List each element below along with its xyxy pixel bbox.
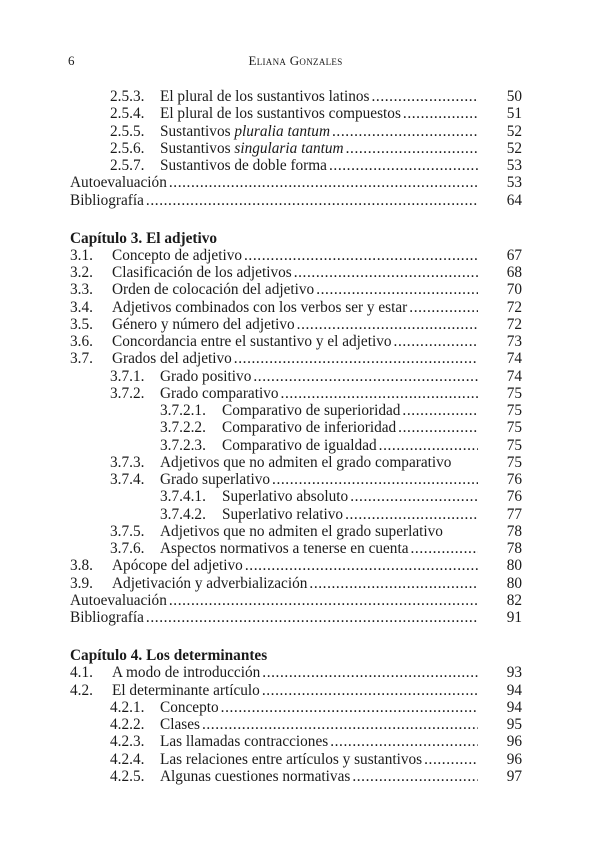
- entry-title-text: Género y número del adjetivo: [112, 315, 295, 333]
- entry-page: 53: [506, 157, 522, 174]
- entry-title-text: Adjetivación y adverbialización: [112, 574, 308, 592]
- entry-title: [222, 506, 343, 523]
- dot-leader: [260, 682, 478, 699]
- entry-number: 2.5.5.: [110, 122, 145, 140]
- entry-title-text: Las relaciones entre artículos y sustantivos: [160, 750, 423, 768]
- entry-number: 2.5.6.: [110, 139, 145, 157]
- entry-title-text: Superlativo relativo: [222, 505, 344, 523]
- toc-entry[interactable]: [70, 192, 522, 209]
- entry-title-text: Autoevaluación: [70, 591, 167, 609]
- toc-entry[interactable]: [70, 716, 522, 733]
- entry-number: 3.7.4.1.: [160, 488, 206, 506]
- entry-page: 50: [506, 88, 522, 105]
- entry-title: [160, 540, 409, 557]
- entry-number: 3.2.: [70, 264, 93, 281]
- entry-title: [160, 157, 327, 174]
- entry-title-text: El plural de los sustantivos compuestos: [160, 105, 401, 123]
- toc-entry[interactable]: [70, 557, 522, 574]
- entry-title-text: Concepto: [160, 698, 219, 716]
- toc-entry[interactable]: [70, 471, 522, 488]
- entry-title: [112, 333, 392, 350]
- entry-number: 2.5.4.: [110, 105, 145, 123]
- toc-entry[interactable]: [70, 264, 522, 281]
- entry-page: 51: [506, 105, 522, 123]
- entry-page: 70: [506, 281, 522, 299]
- entry-number: 3.7.2.2.: [160, 419, 206, 437]
- entry-page: 75: [506, 436, 522, 454]
- entry-title-text: Adjetivos que no admiten el grado superlativo: [160, 522, 443, 540]
- entry-page: 94: [506, 681, 522, 699]
- entry-title-text: Adjetivos que no admiten el grado comparativo: [160, 453, 452, 471]
- entry-title: [112, 316, 295, 333]
- toc-entry[interactable]: [70, 682, 522, 699]
- entry-title: [160, 751, 422, 768]
- dot-leader: [348, 488, 478, 505]
- entry-title-text: Grado superlativo: [160, 471, 271, 488]
- entry-page: 72: [506, 298, 522, 316]
- entry-title: [160, 454, 451, 471]
- toc-entry[interactable]: [70, 299, 522, 316]
- entry-title: [160, 140, 344, 157]
- dot-leader: [144, 609, 478, 626]
- entry-title: [222, 419, 396, 436]
- entry-page: 52: [506, 139, 522, 157]
- dot-leader: [260, 664, 478, 681]
- dot-leader: [451, 454, 478, 471]
- entry-title-text: Comparativo de igualdad: [222, 436, 377, 454]
- entry-number: 3.1.: [70, 246, 93, 264]
- entry-number: 3.7.1.: [110, 367, 145, 385]
- entry-page: 80: [506, 557, 522, 575]
- entry-title-italic: pluralia tantum: [234, 122, 330, 140]
- entry-number: 3.7.4.: [110, 471, 145, 488]
- entry-title: [160, 368, 251, 385]
- entry-page: 80: [506, 574, 522, 592]
- entry-title: [70, 592, 167, 609]
- entry-title: [222, 488, 348, 505]
- entry-title: [222, 402, 400, 419]
- entry-title: [160, 88, 369, 105]
- toc-entry[interactable]: [70, 523, 522, 540]
- dot-leader: [328, 733, 478, 750]
- entry-title: [112, 264, 292, 281]
- entry-title: [112, 350, 232, 367]
- entry-title-text: Sustantivos de doble forma: [160, 157, 327, 174]
- entry-title: [222, 437, 377, 454]
- entry-page: 95: [506, 716, 522, 733]
- entry-page: 96: [506, 733, 522, 751]
- entry-number: 3.8.: [70, 557, 93, 575]
- entry-number: 4.2.3.: [110, 733, 145, 751]
- entry-page: 74: [506, 367, 522, 385]
- dot-leader: [219, 699, 478, 716]
- entry-number: 4.1.: [70, 664, 93, 682]
- entry-number: 3.7.4.2.: [160, 505, 206, 523]
- entry-title-text: A modo de introducción: [112, 664, 261, 682]
- entry-page: 75: [506, 419, 522, 437]
- entry-number: 3.7.: [70, 350, 93, 368]
- entry-title-text: Concepto de adjetivo: [112, 246, 242, 264]
- dot-leader: [401, 105, 478, 122]
- entry-page: 93: [506, 664, 522, 682]
- toc-entry[interactable]: [70, 609, 522, 626]
- entry-number: 2.5.7.: [110, 157, 145, 174]
- toc-entry[interactable]: [70, 174, 522, 191]
- toc-entry[interactable]: [70, 247, 522, 264]
- entry-title-text: Comparativo de inferioridad: [222, 419, 397, 437]
- entry-number: 3.9.: [70, 574, 93, 592]
- entry-title-text: Bibliografía: [70, 609, 144, 626]
- toc-entry[interactable]: [70, 333, 522, 350]
- dot-leader: [327, 157, 478, 174]
- dot-leader: [279, 385, 478, 402]
- chapter-heading: Capítulo 4. Los determinantes: [70, 647, 268, 665]
- entry-title: [112, 664, 260, 681]
- toc-entry[interactable]: [70, 437, 522, 454]
- toc-entry[interactable]: [70, 664, 522, 681]
- toc-entry[interactable]: [70, 385, 522, 402]
- entry-number: 3.7.2.1.: [160, 402, 206, 419]
- entry-title-text: Sustantivos: [160, 139, 235, 157]
- toc-entry[interactable]: [70, 419, 522, 436]
- entry-title-text: Clasificación de los adjetivos: [112, 264, 292, 281]
- entry-title-text: Las llamadas contracciones: [160, 733, 329, 751]
- dot-leader: [242, 247, 478, 264]
- entry-title-text: El plural de los sustantivos latinos: [160, 88, 370, 105]
- entry-page: 76: [506, 471, 522, 488]
- dot-leader: [243, 557, 478, 574]
- entry-title: [112, 281, 314, 298]
- chapter-heading: Capítulo 3. El adjetivo: [70, 229, 218, 247]
- entry-title: [70, 609, 144, 626]
- entry-number: 3.7.2.: [110, 384, 145, 402]
- entry-title-text: Apócope del adjetivo: [112, 557, 243, 575]
- entry-title-text: Grados del adjetivo: [112, 350, 232, 368]
- toc-entry[interactable]: [70, 488, 522, 505]
- toc-entry[interactable]: [70, 281, 522, 298]
- entry-title: [160, 699, 219, 716]
- entry-number: 2.5.3.: [110, 88, 145, 105]
- entry-page: 91: [506, 609, 522, 626]
- toc-entry[interactable]: [70, 157, 522, 174]
- entry-page: 82: [506, 591, 522, 609]
- entry-title: [160, 768, 350, 785]
- entry-page: 64: [506, 191, 522, 209]
- entry-title: [160, 385, 279, 402]
- toc-entry[interactable]: [70, 506, 522, 523]
- entry-title: [160, 523, 443, 540]
- entry-title-text: Grado positivo: [160, 367, 252, 385]
- dot-leader: [232, 350, 478, 367]
- dot-leader: [409, 540, 479, 557]
- entry-title-text: Bibliografía: [70, 191, 144, 209]
- entry-title: [112, 575, 307, 592]
- entry-title-text: Superlativo absoluto: [222, 488, 349, 506]
- entry-page: 96: [506, 750, 522, 768]
- entry-title: [112, 247, 242, 264]
- entry-title-text: Autoevaluación: [70, 174, 167, 192]
- toc-entry[interactable]: [70, 575, 522, 592]
- toc-entry[interactable]: [70, 350, 522, 367]
- dot-leader: [314, 281, 478, 298]
- dot-leader: [400, 402, 478, 419]
- entry-title: [70, 192, 144, 209]
- entry-page: 52: [506, 122, 522, 140]
- toc-entry[interactable]: [70, 540, 522, 557]
- dot-leader: [330, 123, 478, 140]
- entry-page: 94: [506, 698, 522, 716]
- entry-number: 4.2.: [70, 681, 93, 699]
- entry-page: 75: [506, 384, 522, 402]
- running-head-author: Eliana Gonzales: [248, 53, 343, 68]
- entry-title-text: El determinante artículo: [112, 681, 260, 699]
- dot-leader: [407, 299, 478, 316]
- entry-number: 3.4.: [70, 298, 93, 316]
- entry-number: 4.2.4.: [110, 750, 145, 768]
- page-number: 6: [68, 53, 75, 68]
- dot-leader: [295, 316, 478, 333]
- entry-number: 3.7.5.: [110, 522, 145, 540]
- dot-leader: [251, 368, 478, 385]
- toc-entry[interactable]: [70, 768, 522, 785]
- entry-title-italic: singularia tantum: [234, 139, 344, 157]
- entry-title: [160, 105, 401, 122]
- toc-entry[interactable]: [70, 88, 522, 105]
- dot-leader: [144, 192, 478, 209]
- entry-title-text: Clases: [160, 716, 200, 733]
- entry-number: 3.3.: [70, 281, 93, 299]
- entry-page: 75: [506, 402, 522, 419]
- toc-entry[interactable]: [70, 733, 522, 750]
- entry-page: 73: [506, 333, 522, 350]
- dot-leader: [443, 523, 478, 540]
- entry-number: 3.7.2.3.: [160, 436, 206, 454]
- entry-number: 4.2.2.: [110, 716, 145, 733]
- entry-page: 78: [506, 540, 522, 557]
- dot-leader: [200, 716, 478, 733]
- toc-entry[interactable]: [70, 454, 522, 471]
- dot-leader: [167, 174, 478, 191]
- entry-page: 77: [506, 505, 522, 523]
- entry-page: 67: [506, 246, 522, 264]
- table-of-contents: [70, 88, 522, 785]
- dot-leader: [343, 506, 478, 523]
- entry-title-text: Comparativo de superioridad: [222, 402, 401, 419]
- entry-page: 75: [506, 453, 522, 471]
- entry-title-text: Orden de colocación del adjetivo: [112, 281, 315, 299]
- entry-title: [160, 733, 328, 750]
- dot-leader: [377, 437, 478, 454]
- toc-entry[interactable]: [70, 140, 522, 157]
- entry-number: 3.6.: [70, 333, 93, 350]
- entry-title-text: Concordancia entre el sustantivo y el adjetivo: [112, 333, 392, 350]
- entry-page: 97: [506, 767, 522, 785]
- toc-entry[interactable]: [70, 368, 522, 385]
- entry-title-text: Aspectos normativos a tenerse en cuenta: [160, 540, 409, 557]
- entry-number: 3.5.: [70, 315, 93, 333]
- toc-entry[interactable]: [70, 316, 522, 333]
- entry-title: [112, 682, 260, 699]
- dot-leader: [292, 264, 478, 281]
- entry-title: [112, 299, 407, 316]
- entry-title-text: Grado comparativo: [160, 384, 279, 402]
- entry-page: 78: [506, 522, 522, 540]
- toc-entry[interactable]: [70, 123, 522, 140]
- dot-leader: [307, 575, 478, 592]
- entry-number: 4.2.1.: [110, 698, 145, 716]
- dot-leader: [350, 768, 478, 785]
- entry-title: [112, 557, 243, 574]
- entry-title: [160, 716, 200, 733]
- entry-page: 74: [506, 350, 522, 368]
- dot-leader: [369, 88, 478, 105]
- dot-leader: [396, 419, 478, 436]
- entry-number: 3.7.3.: [110, 453, 145, 471]
- toc-entry[interactable]: [70, 751, 522, 768]
- dot-leader: [270, 471, 478, 488]
- entry-title-text: Algunas cuestiones normativas: [160, 767, 351, 785]
- entry-number: 3.7.6.: [110, 540, 145, 557]
- entry-number: 4.2.5.: [110, 767, 145, 785]
- entry-title: [160, 471, 270, 488]
- entry-page: 76: [506, 488, 522, 506]
- entry-title-text: Adjetivos combinados con los verbos ser y estar: [112, 298, 408, 316]
- toc-entry[interactable]: [70, 105, 522, 122]
- dot-leader: [167, 592, 478, 609]
- entry-title-text: Sustantivos: [160, 122, 235, 140]
- entry-title: [160, 123, 330, 140]
- toc-entry[interactable]: [70, 699, 522, 716]
- entry-page: 68: [506, 264, 522, 281]
- entry-page: 72: [506, 315, 522, 333]
- entry-page: 53: [506, 174, 522, 192]
- toc-entry[interactable]: [70, 402, 522, 419]
- dot-leader: [422, 751, 478, 768]
- dot-leader: [392, 333, 478, 350]
- dot-leader: [344, 140, 478, 157]
- entry-title: [70, 174, 167, 191]
- toc-entry[interactable]: [70, 592, 522, 609]
